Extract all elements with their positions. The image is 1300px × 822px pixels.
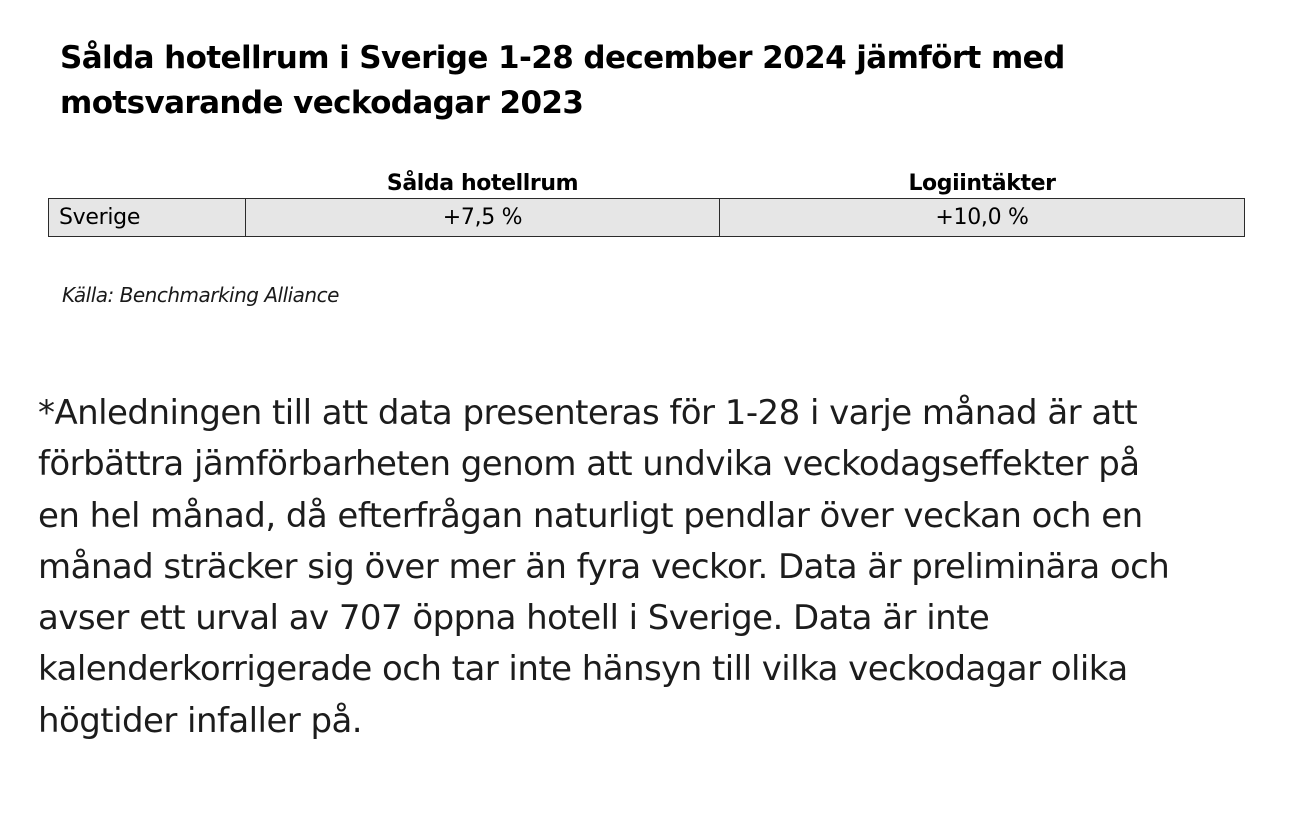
footnote-line: månad sträcker sig över mer än fyra veckor. Data är preliminära och: [38, 546, 1170, 587]
source-note: Källa: Benchmarking Alliance: [62, 283, 339, 307]
cell-room-revenue: +10,0 %: [720, 199, 1245, 237]
title-line-2: motsvarande veckodagar 2023: [60, 85, 584, 121]
cell-sold-rooms: +7,5 %: [246, 199, 720, 237]
stats-table-container: [48, 164, 1244, 237]
footnote-line: *Anledningen till att data presenteras för 1-28 i varje månad är att: [38, 393, 1138, 433]
table-header-row: [49, 164, 1245, 199]
cell-region: Sverige: [49, 199, 246, 237]
title-line-1: Sålda hotellrum i Sverige 1-28 december 2024 jämfört med: [60, 40, 1065, 76]
header-region: [49, 164, 246, 199]
header-room-revenue: Logiintäkter: [908, 171, 1056, 196]
stats-table: [48, 164, 1245, 237]
footnote-line: en hel månad, då efterfrågan naturligt pendlar över veckan och en: [38, 495, 1143, 536]
footnote-line: högtider infaller på.: [38, 700, 363, 741]
footnote: [38, 388, 1278, 747]
page-title: [60, 36, 1065, 126]
header-sold-rooms: Sålda hotellrum: [386, 171, 579, 196]
footnote-line: kalenderkorrigerade och tar inte hänsyn till vilka veckodagar olika: [38, 649, 1128, 690]
footnote-line: avser ett urval av 707 öppna hotell i Sverige. Data är inte: [38, 598, 990, 639]
table-row: [49, 199, 1245, 237]
footnote-line: förbättra jämförbarheten genom att undvika veckodagseffekter på: [38, 444, 1140, 485]
